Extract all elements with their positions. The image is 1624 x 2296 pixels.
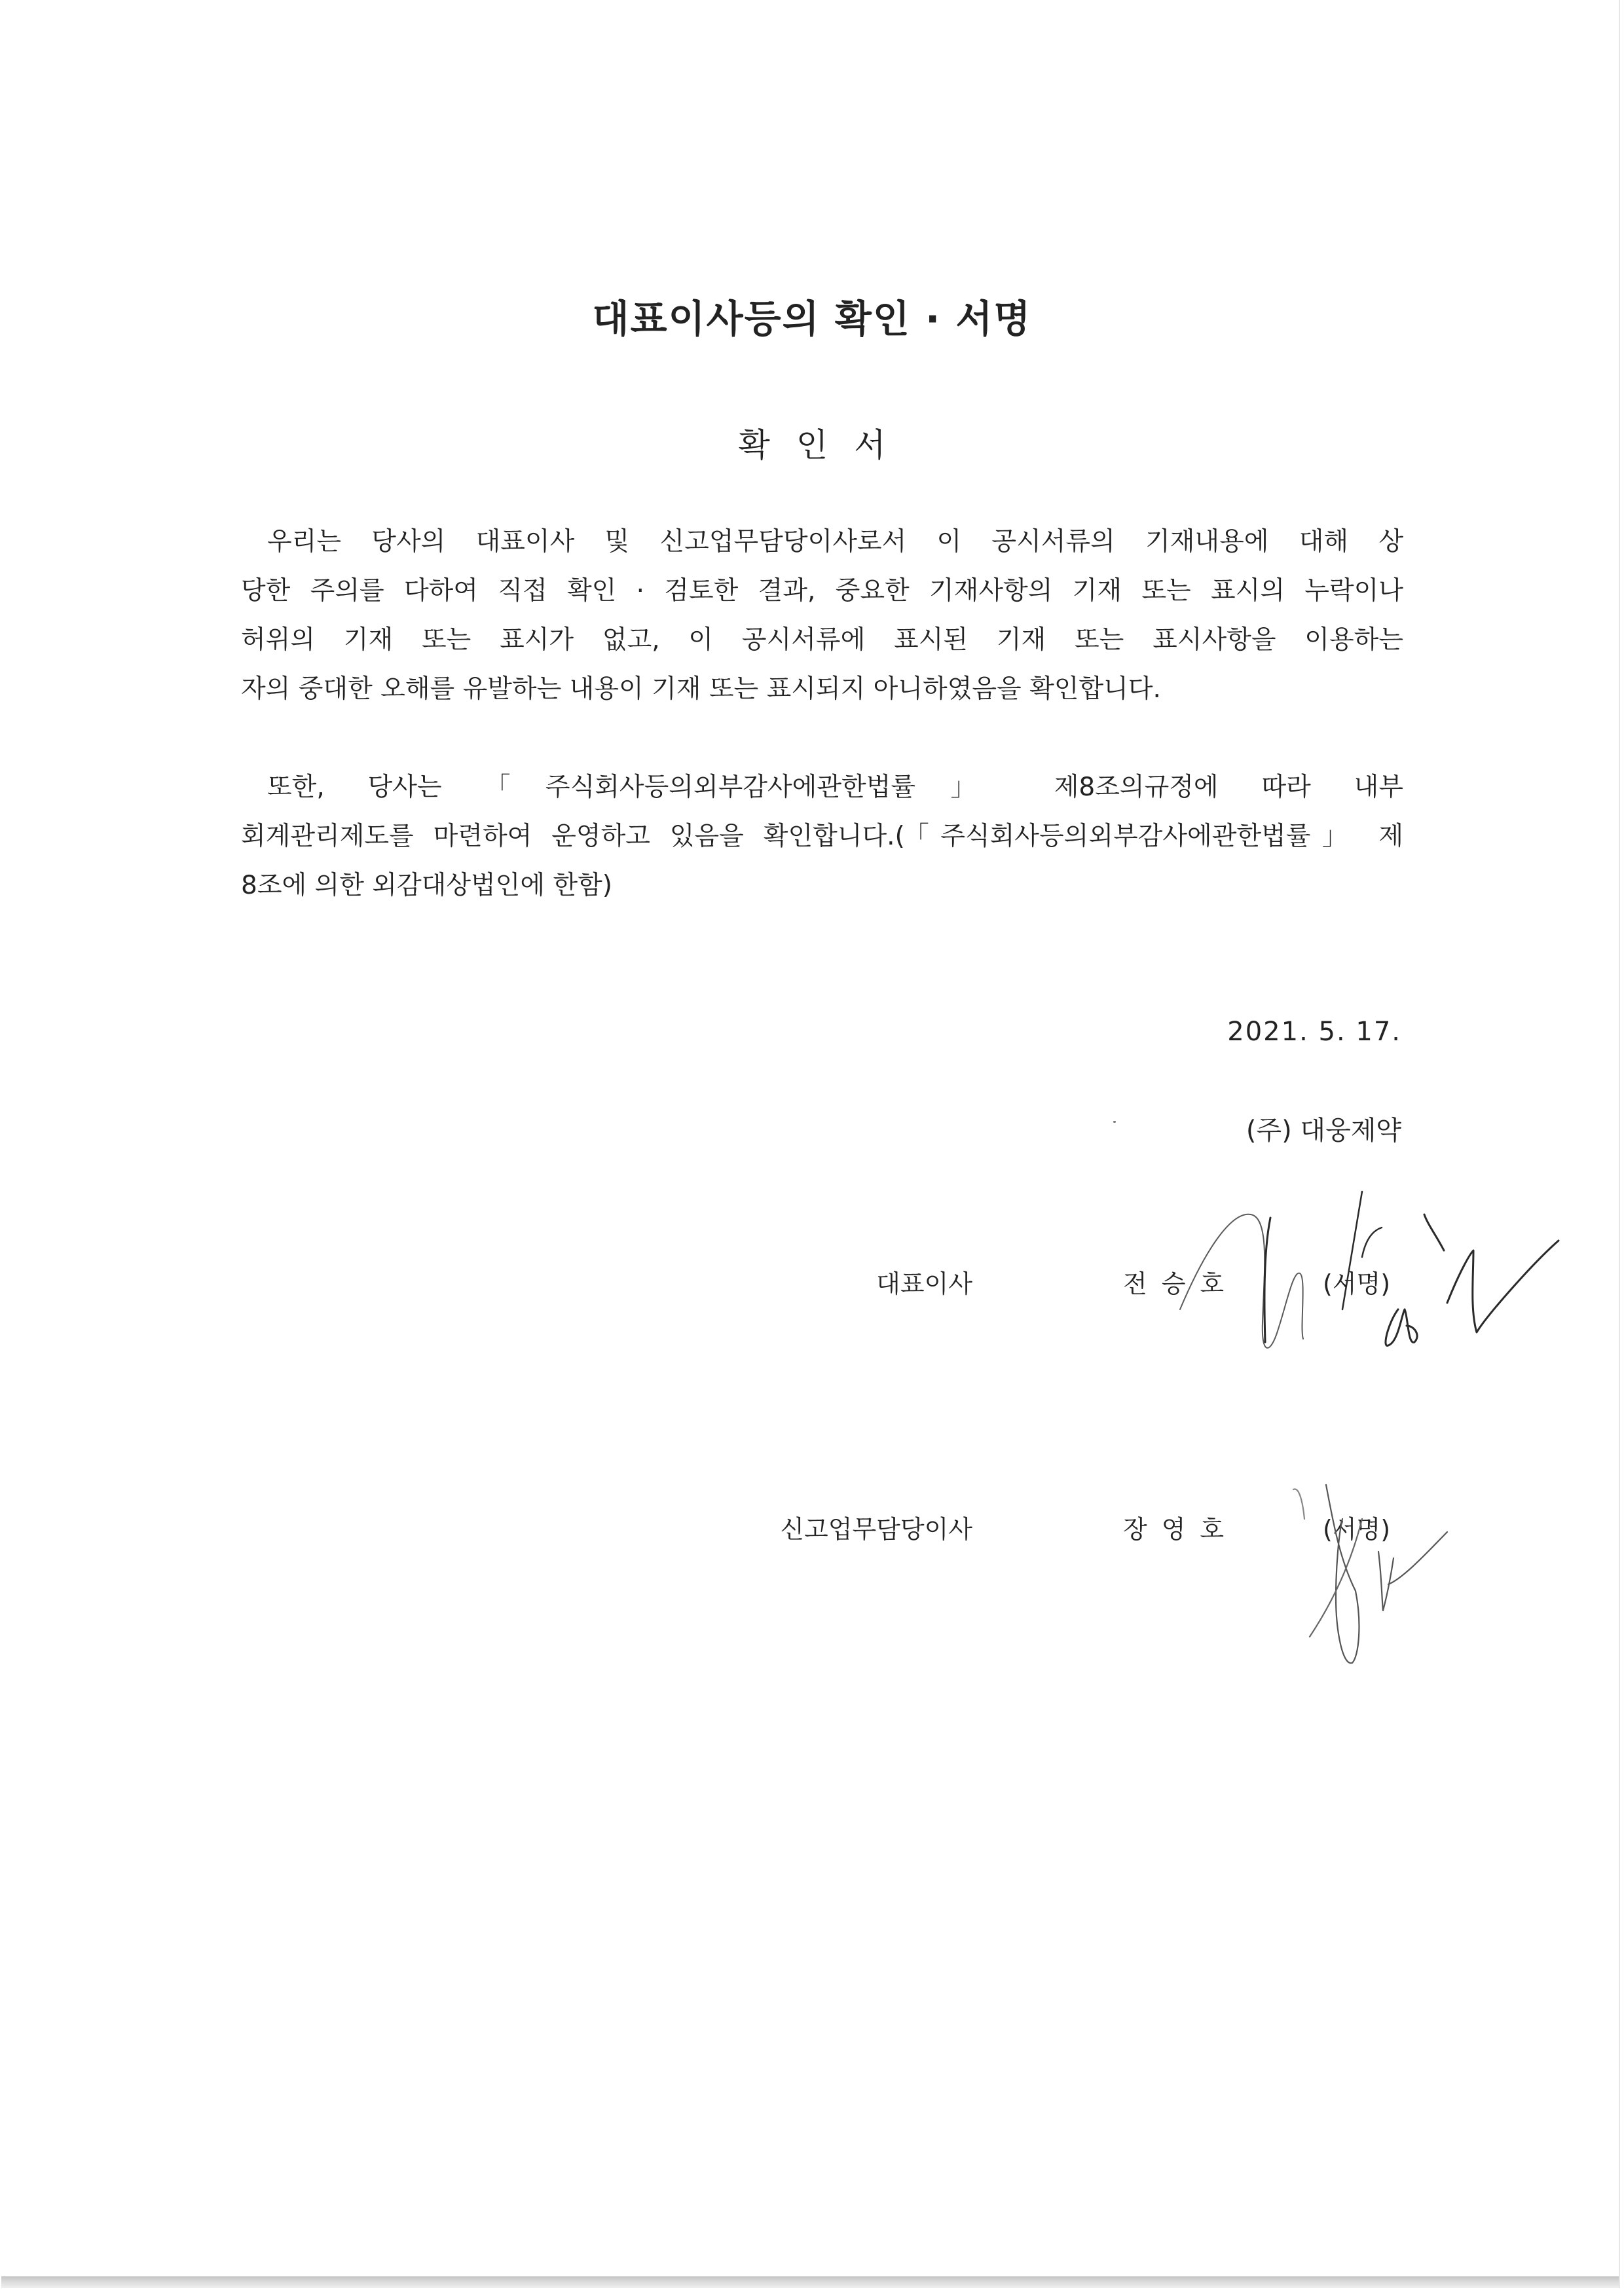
signatory-name: 전승호 — [1123, 1269, 1239, 1298]
paragraph-line: 당한 주의를 다하여 직접 확인 · 검토한 결과, 중요한 기재사항의 기재 또는 표시의 누락이나 — [241, 576, 1403, 606]
signatory-role: 신고업무담당이사 — [780, 1515, 972, 1544]
signatory-row-cfo — [0, 1509, 1624, 1548]
paragraph-line: 우리는 당사의 대표이사 및 신고업무담당이사로서 이 공시서류의 기재내용에 대해 상 — [267, 527, 1403, 556]
paragraph-line: 8조에 의한 외감대상법인에 한함) — [241, 871, 612, 900]
signature-label: (서명) — [1323, 1515, 1391, 1544]
signatory-row-ceo — [0, 1264, 1624, 1303]
signatory-name: 장영호 — [1123, 1515, 1239, 1544]
document-title: 대표이사등의 확인 · 서명 — [592, 297, 1032, 341]
paragraph-line: 자의 중대한 오해를 유발하는 내용이 기재 또는 표시되지 아니하였음을 확인합니다. — [241, 674, 1161, 704]
paragraph-line: 또한, 당사는 「주식회사등의외부감사에관한법률」 제8조의규정에 따라 내부 — [267, 773, 1403, 802]
paragraph-line: 허위의 기재 또는 표시가 없고, 이 공시서류에 표시된 기재 또는 표시사항을 이용하는 — [241, 625, 1403, 655]
document-date: 2021. 5. 17. — [1227, 1017, 1401, 1047]
signature-label: (서명) — [1323, 1269, 1391, 1298]
company-name: (주) 대웅제약 — [1246, 1116, 1401, 1146]
scan-speck — [1113, 1121, 1116, 1123]
scan-edge — [1619, 0, 1620, 2288]
signatory-role: 대표이사 — [876, 1269, 972, 1298]
document-subtitle: 확인서 — [738, 426, 912, 464]
scan-shadow — [1, 2276, 1619, 2288]
paragraph-line: 회계관리제도를 마련하여 운영하고 있음을 확인합니다.(「주식회사등의외부감사에관한법률」 제 — [241, 822, 1403, 851]
confirmation-paragraph — [241, 517, 1403, 714]
internal-control-paragraph — [241, 763, 1403, 910]
